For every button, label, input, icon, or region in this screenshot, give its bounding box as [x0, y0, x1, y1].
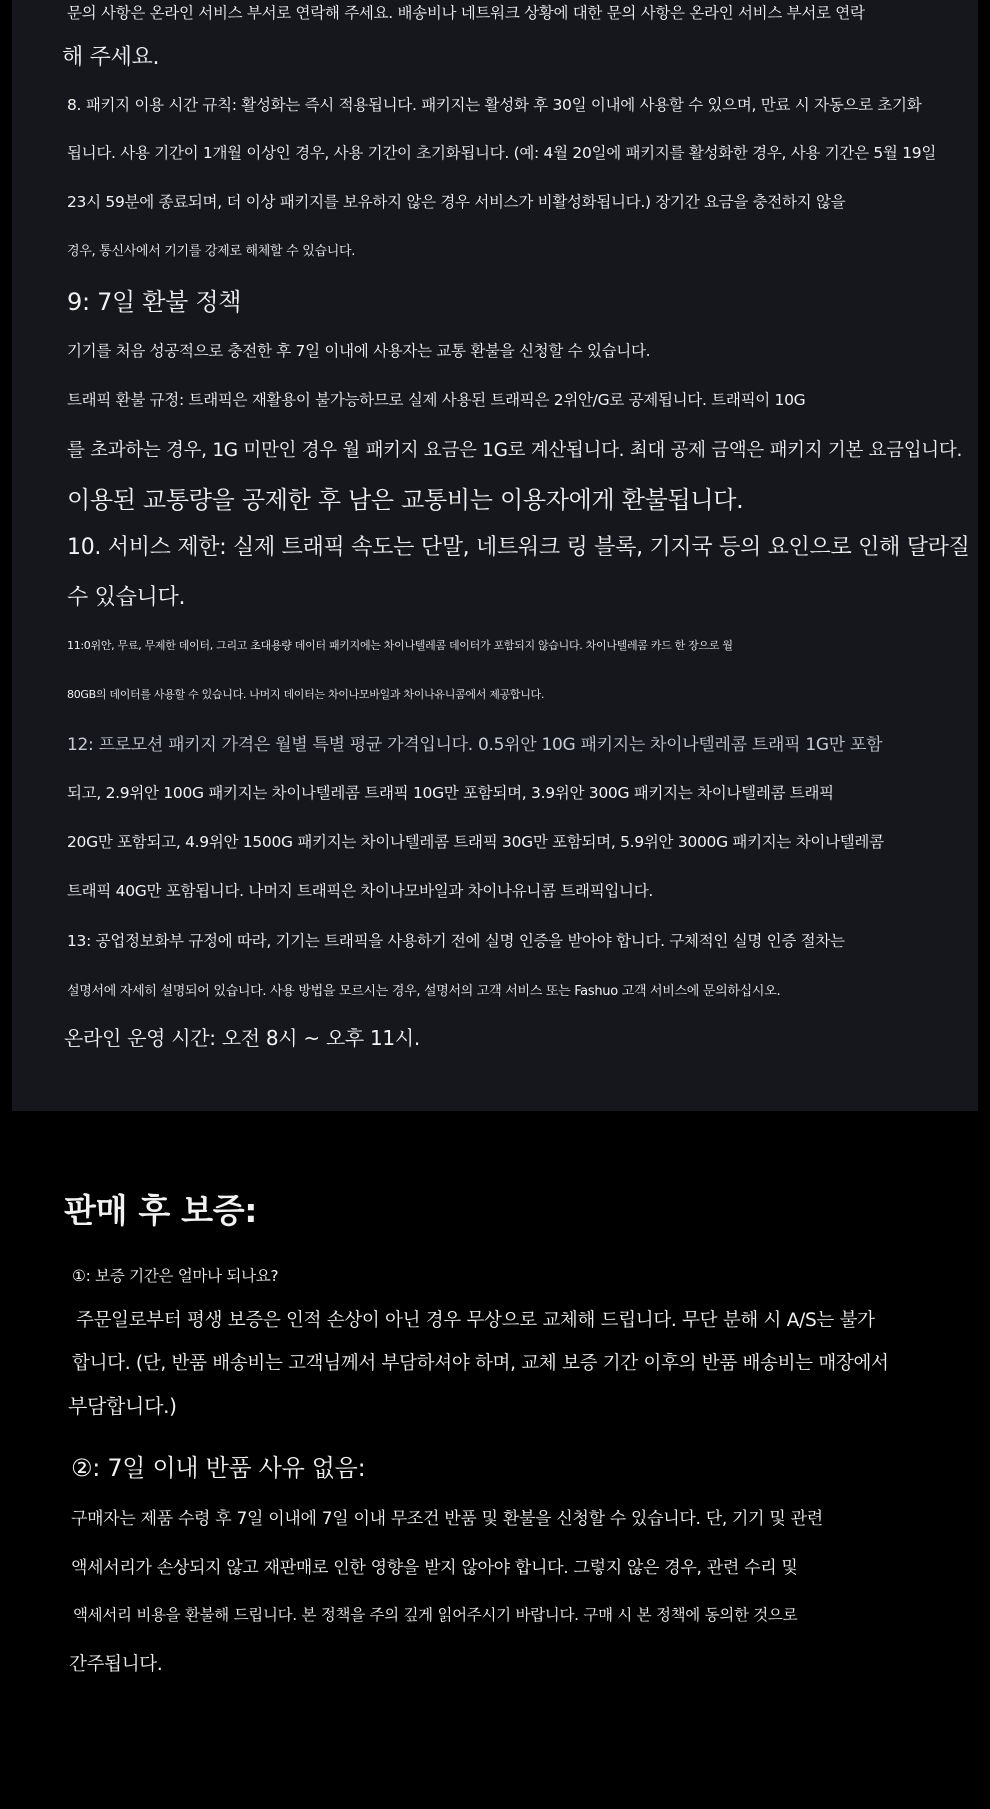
terms-line: 20G만 포함되고, 4.9위안 1500G 패키지는 차이나텔레콤 트래픽 30G만 포함되며, 5.9위안 3000G 패키지는 차이나텔레콤	[67, 833, 884, 851]
section-heading: 9: 7일 환불 정책	[67, 288, 242, 316]
terms-line: 13: 공업정보화부 규정에 따라, 기기는 트래픽을 사용하기 전에 실명 인증을 받아야 합니다. 구체적인 실명 인증 절차는	[67, 932, 845, 950]
warranty-line: 주문일로부터 평생 보증은 인적 손상이 아닌 경우 무상으로 교체해 드립니다. 무단 분해 시 A/S는 불가	[76, 1310, 875, 1331]
warranty-subheading: ②: 7일 이내 반품 사유 없음:	[71, 1454, 366, 1482]
terms-line: 수 있습니다.	[67, 585, 186, 610]
terms-line: 문의 사항은 온라인 서비스 부서로 연락해 주세요. 배송비나 네트워크 상황에 대한 문의 사항은 온라인 서비스 부서로 연락	[67, 4, 865, 22]
warranty-line: 액세서리가 손상되지 않고 재판매로 인한 영향을 받지 않아야 합니다. 그렇지 않은 경우, 관련 수리 및	[71, 1558, 798, 1578]
terms-line: 됩니다. 사용 기간이 1개월 이상인 경우, 사용 기간이 초기화됩니다. (예: 4월 20일에 패키지를 활성화한 경우, 사용 기간은 5월 19일	[67, 144, 937, 162]
terms-line: 트래픽 40G만 포함됩니다. 나머지 트래픽은 차이나모바일과 차이나유니콤 트래픽입니다.	[67, 882, 654, 900]
terms-line: 80GB의 데이터를 사용할 수 있습니다. 나머지 데이터는 차이나모바일과 차이나유니콤에서 제공합니다.	[67, 688, 545, 701]
terms-line: 해 주세요.	[62, 45, 160, 70]
warranty-line: 부담합니다.)	[68, 1394, 177, 1418]
terms-line: 되고, 2.9위안 100G 패키지는 차이나텔레콤 트래픽 10G만 포함되며, 3.9위안 300G 패키지는 차이나텔레콤 트래픽	[67, 784, 834, 802]
warranty-line: ①: 보증 기간은 얼마나 되나요?	[72, 1267, 279, 1285]
terms-line: 이용된 교통량을 공제한 후 남은 교통비는 이용자에게 환불됩니다.	[67, 486, 744, 514]
terms-line: 설명서에 자세히 설명되어 있습니다. 사용 방법을 모르시는 경우, 설명서의 고객 서비스 또는 Fashuo 고객 서비스에 문의하십시오.	[67, 984, 781, 999]
warranty-line: 간주됩니다.	[69, 1654, 163, 1675]
terms-line: 경우, 통신사에서 기기를 강제로 해체할 수 있습니다.	[67, 244, 356, 259]
terms-line: 트래픽 환불 규정: 트래픽은 재활용이 불가능하므로 실제 사용된 트래픽은 2위안/G로 공제됩니다. 트래픽이 10G	[67, 391, 806, 409]
terms-line: 기기를 처음 성공적으로 충전한 후 7일 이내에 사용자는 교통 환불을 신청할 수 있습니다.	[67, 342, 651, 360]
terms-line: 12: 프로모션 패키지 가격은 월별 특별 평균 가격입니다. 0.5위안 10G 패키지는 차이나텔레콤 트래픽 1G만 포함	[67, 735, 883, 755]
warranty-line: 구매자는 제품 수령 후 7일 이내에 7일 이내 무조건 반품 및 환불을 신청할 수 있습니다. 단, 기기 및 관련	[71, 1509, 823, 1529]
terms-line: 온라인 운영 시간: 오전 8시 ~ 오후 11시.	[64, 1026, 420, 1050]
terms-line: 23시 59분에 종료되며, 더 이상 패키지를 보유하지 않은 경우 서비스가 비활성화됩니다.) 장기간 요금을 충전하지 않을	[67, 193, 846, 211]
warranty-line: 액세서리 비용을 환불해 드립니다. 본 정책을 주의 깊게 읽어주시기 바랍니다. 구매 시 본 정책에 동의한 것으로	[73, 1606, 798, 1624]
terms-line: 10. 서비스 제한: 실제 트래픽 속도는 단말, 네트워크 링 블록, 기지국 등의 요인으로 인해 달라질	[67, 535, 970, 560]
warranty-line: 합니다. (단, 반품 배송비는 고객님께서 부담하셔야 하며, 교체 보증 기간 이후의 반품 배송비는 매장에서	[72, 1353, 889, 1374]
terms-line: 를 초과하는 경우, 1G 미만인 경우 월 패키지 요금은 1G로 계산됩니다. 최대 공제 금액은 패키지 기본 요금입니다.	[67, 440, 963, 461]
terms-line: 11:0위안, 무료, 무제한 데이터, 그리고 초대용량 데이터 패키지에는 차이나텔레콤 데이터가 포함되지 않습니다. 차이나텔레콤 카드 한 장으로 월	[67, 639, 733, 652]
warranty-heading: 판매 후 보증:	[64, 1191, 258, 1230]
terms-line: 8. 패키지 이용 시간 규칙: 활성화는 즉시 적용됩니다. 패키지는 활성화 후 30일 이내에 사용할 수 있으며, 만료 시 자동으로 초기화	[67, 96, 922, 114]
